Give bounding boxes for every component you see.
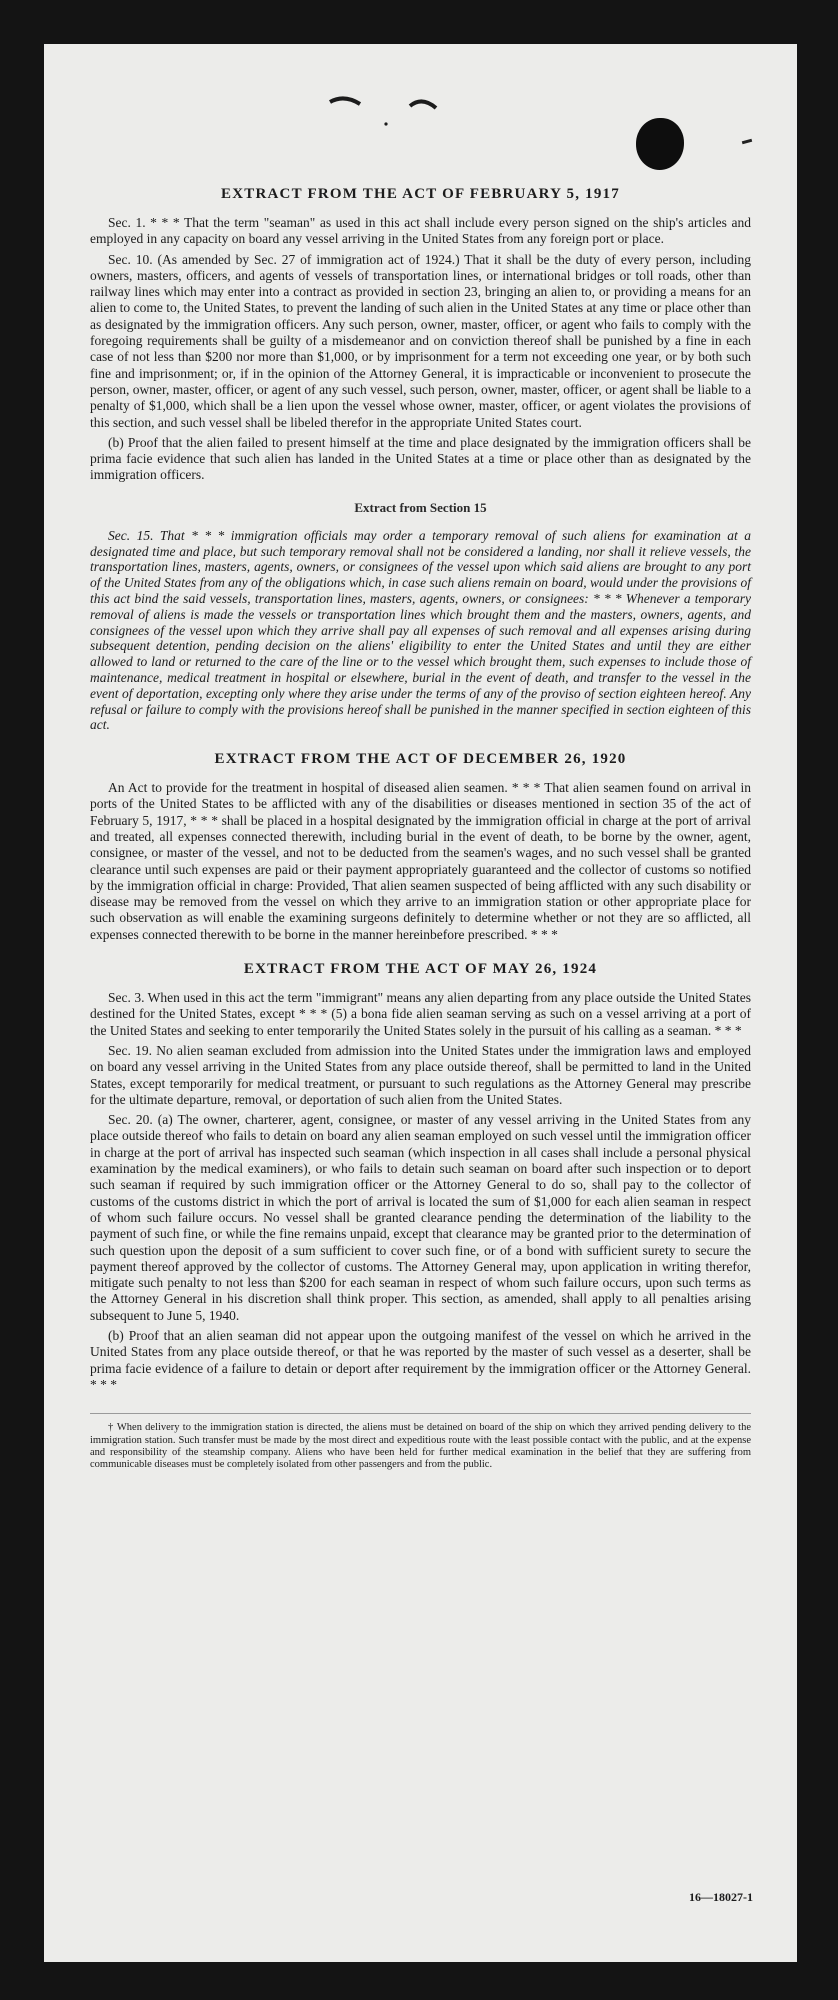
section-3: Sec. 3. When used in this act the term "immigrant" means any alien departing from any place outside the United States destined for the United States, except * * * (5) a bona fide alien seaman serving as such on a vessel arriving at a port of the United States and seeking to enter temporarily the United States solely in the pursuit of his calling as a seaman. * * *	[90, 990, 751, 1038]
ink-blot-mark	[636, 118, 684, 170]
title-act-1920: EXTRACT FROM THE ACT OF DECEMBER 26, 1920	[214, 751, 627, 768]
form-number: 16—18027-1	[689, 1890, 753, 1904]
section-1: Sec. 1. * * * That the term "seaman" as used in this act shall include every person signed on the ship's articles and employed in any capacity on board any vessel arriving in the United States from any foreign port or place.	[90, 215, 751, 247]
subheading-section-15: Extract from Section 15	[354, 499, 487, 515]
footnote-text: † When delivery to the immigration station is directed, the aliens must be detained on board of the ship on which they arrived pending delivery to the immigration station. Such transfer must be made by the most direct and expeditious route with the least possible contact with the public, and at the expense and responsibility of the steamship company. Aliens who have been held for further medical examination in the belief that they are suffering from communicable diseases must be completely isolated from other passengers and from the public.	[90, 1422, 751, 1471]
section-10b: (b) Proof that the alien failed to present himself at the time and place designated by the immigration officers shall be prima facie evidence that such alien has landed in the United States at a time or place other than as designated by the immigration officers.	[90, 434, 751, 483]
document-page	[44, 44, 797, 1962]
section-19: Sec. 19. No alien seaman excluded from admission into the United States under the immigration laws and employed on board any vessel arriving in the United States from any place outside thereof, shall be permitted to land in the United States, except temporarily for medical treatment, or pursuant to such regulations as the Attorney General may prescribe for the ultimate departure, removal, or deportation of such alien from the United States.	[90, 1042, 751, 1107]
section-15: Sec. 15. That * * * immigration officials may order a temporary removal of such aliens for examination at a designated time and place, but such temporary removal shall not be considered a landing, nor shall it relieve vessels, the transportation lines, masters, agents, owners, or consignees of the vessel upon which said aliens are brought to any port of the United States from any of the obligations which, in case such aliens remain on board, would under the provisions of this act bind the said vessels, transportation lines, masters, agents, owners, or consignees: * * * Whenever a temporary removal of aliens is made the vessels or transportation lines which brought them and the masters, owners, agents, and consignees of the vessel upon which they arrive shall pay all expenses of such removal and all expenses arising during subsequent detention, pending decision on the aliens' eligibility to enter the United States and until they are either allowed to land or returned to the care of the line or to the vessel which brought them, such expenses to include those of maintenance, medical treatment in hospital or elsewhere, burial in the event of death, and transfer to the vessel in the event of deportation, excepting only where they arise under the terms of any of the proviso of section eighteen hereof. Any refusal or failure to comply with the provisions hereof shall be punished in the manner specified in section eighteen of this act.	[90, 527, 751, 733]
section-20a: Sec. 20. (a) The owner, charterer, agent, consignee, or master of any vessel arriving in the United States from any place outside thereof who fails to detain on board any alien seaman employed on such vessel until the immigration officer in charge at the port of arrival has inspected such seaman (which inspection in all cases shall include a personal physical examination by the medical examiners), or who fails to detain such seaman on board after such inspection or to deport such seaman if required by such immigration officer or the Attorney General to do so, shall pay to the collector of customs of the customs district in which the port of arrival is located the sum of $1,000 for each alien seaman in respect of whom such failure occurs. No vessel shall be granted clearance pending the determination of the liability to the payment of such fine, or while the fine remains unpaid, except that clearance may be granted prior to the determination of such question upon the deposit of a sum sufficient to cover such fine, or of a bond with sufficient surety to secure the payment thereof approved by the collector of customs. The Attorney General may, upon application in writing therefor, mitigate such penalty to not less than $200 for each seaman in respect of whom such failure occurs, upon such terms as the Attorney General in his discretion shall think proper. This section, as amended, shall apply to all penalties arising subsequent to June 5, 1940.	[90, 1112, 751, 1323]
footnote	[90, 1413, 751, 1472]
edge-mark	[742, 139, 752, 144]
section-20b: (b) Proof that an alien seaman did not appear upon the outgoing manifest of the vessel on which he arrived in the United States from any place outside thereof, or that he was reported by the master of such vessel as a deserter, shall be prima facie evidence of a failure to detain or deport after requirement by the immigration officer or the Attorney General. * * *	[90, 1328, 751, 1392]
title-act-1924: EXTRACT FROM THE ACT OF MAY 26, 1924	[243, 961, 598, 978]
section-10: Sec. 10. (As amended by Sec. 27 of immigration act of 1924.) That it shall be the duty of every person, including owners, masters, officers, and agents of vessels of transportation lines, or international bridges or toll roads, other than railway lines which may enter into a contract as provided in section 23, bringing an alien to, or providing a means for an alien to come to, the United States, to prevent the landing of such alien in the United States at any time or place other than as designated by the immigration officers. Any such person, owner, master, officer, or agent who fails to comply with the foregoing requirements shall be guilty of a misdemeanor and on conviction thereof shall be punished by a fine in each case of not less than $200 nor more than $1,000, or by imprisonment for a term not exceeding one year, or by both such fine and imprisonment; or, if in the opinion of the Attorney General, it is impracticable or inconvenient to prosecute the person, owner, master, officer, or agent of any such vessel, such person, owner, master, officer, or agent shall be liable to a penalty of $1,000, which shall be a lien upon the vessel whose owner, master, officer, or agent violates the provisions of this section, and such vessel shall be libeled therefor in the appropriate United States court.	[90, 251, 751, 430]
act-1920-text: An Act to provide for the treatment in hospital of diseased alien seamen. * * * That alien seamen found on arrival in ports of the United States to be afflicted with any of the disabilities or diseases mentioned in section 35 of the act of February 5, 1917, * * * shall be placed in a hospital designated by the immigration official in charge at the port of arrival and treated, all expenses connected therewith, including burial in the event of death, to be borne by the owner, agent, consignee, or master of the vessel, and not to be deducted from the seamen's wages, and no such vessel shall be granted clearance until such expenses are paid or their payment appropriately guaranteed and the collector of customs so notified by the immigration official in charge: Provided, That alien seamen suspected of being afflicted with any such disability or disease may be removed from the vessel on which they arrive to an immigration station or other appropriate place for such observation as will enable the examining surgeons definitely to determine whether or not they are so afflicted, all expenses connected therewith to be borne in the manner hereinbefore prescribed. * * *	[90, 780, 751, 942]
title-act-1917: EXTRACT FROM THE ACT OF FEBRUARY 5, 1917	[221, 186, 620, 202]
top-marks-decoration	[44, 44, 797, 194]
document-body	[90, 186, 751, 1472]
